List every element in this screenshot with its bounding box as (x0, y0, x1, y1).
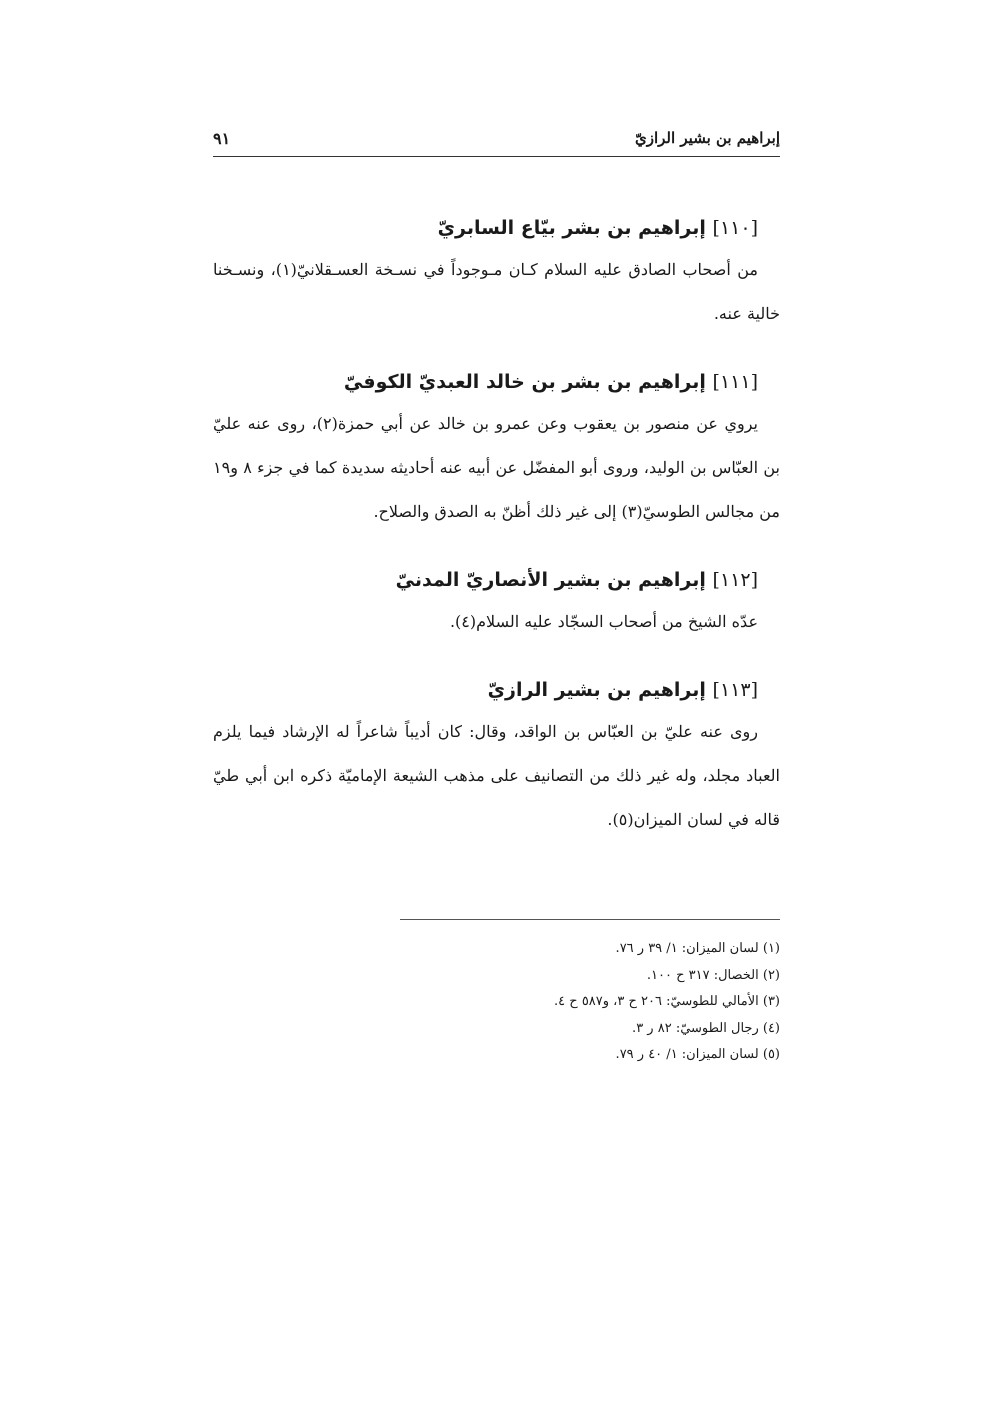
entry-111 (213, 362, 780, 534)
entry-number: [١١٣] (712, 679, 758, 701)
book-page (213, 0, 780, 1403)
entry-112 (213, 560, 780, 644)
entry-title: إبراهيم بن بشر بيّاع السابريّ (437, 217, 706, 239)
entry-heading (213, 670, 780, 710)
running-header (213, 120, 780, 157)
entry-text: من أصحاب الصادق عليه السلام كـان مـوجوداً في نسـخة العسـقلانيّ(١)، ونسـخنا خالية عنه. (213, 260, 780, 323)
biographical-entries (213, 208, 780, 868)
entry-number: [١١١] (712, 371, 758, 393)
entry-title: إبراهيم بن بشير الأنصاريّ المدنيّ (395, 569, 706, 591)
footnotes (213, 936, 780, 1069)
entry-text: عدّه الشيخ من أصحاب السجّاد عليه السلام(٤). (449, 612, 758, 631)
footnote-2: (٢) الخصال: ٣١٧ ح ١٠٠. (646, 967, 780, 983)
entry-text: يروي عن منصور بن يعقوب وعن عمرو بن خالد عن أبي حمزة(٢)، روى عنه عليّ بن العبّاس بن الوليد، وروى أبو المفضّل عن أبيه عنه أحاديثه سديدة كما في جزء ٨ و١٩ من مجالس الطوسيّ(٣) إلى غير ذلك أظنّ به الصدق والصلاح. (213, 414, 781, 521)
running-title: إبراهيم بن بشير الرازيّ (635, 129, 780, 147)
entry-number: [١١٢] (712, 569, 758, 591)
footnote-4: (٤) رجال الطوسيّ: ٨٢ ر ٣. (632, 1020, 780, 1036)
footnote-3: (٣) الأمالي للطوسيّ: ٢٠٦ ح ٣، و٥٨٧ ح ٤. (554, 994, 780, 1009)
footnote-divider (400, 919, 780, 920)
entry-113 (213, 670, 780, 842)
page-number: ٩١ (213, 128, 231, 148)
footnote-5: (٥) لسان الميزان: ١/ ٤٠ ر ٧٩. (615, 1047, 780, 1062)
entry-heading (213, 208, 780, 248)
entry-title: إبراهيم بن بشير الرازيّ (487, 679, 706, 701)
footnote-1: (١) لسان الميزان: ١/ ٣٩ ر ٧٦. (615, 941, 780, 956)
entry-text: روى عنه عليّ بن العبّاس بن الواقد، وقال: كان أديباً شاعراً له الإرشاد فيما يلزم العباد مجلد، وله غير ذلك من التصانيف على مذهب الشيعة الإماميّة ذكره ابن أبي طيّ قاله في لسان الميزان(٥). (213, 722, 780, 829)
entry-number: [١١٠] (712, 217, 758, 239)
entry-heading (213, 362, 780, 402)
entry-title: إبراهيم بن بشر بن خالد العبديّ الكوفيّ (343, 371, 706, 393)
entry-110 (213, 208, 780, 336)
entry-heading (213, 560, 780, 600)
